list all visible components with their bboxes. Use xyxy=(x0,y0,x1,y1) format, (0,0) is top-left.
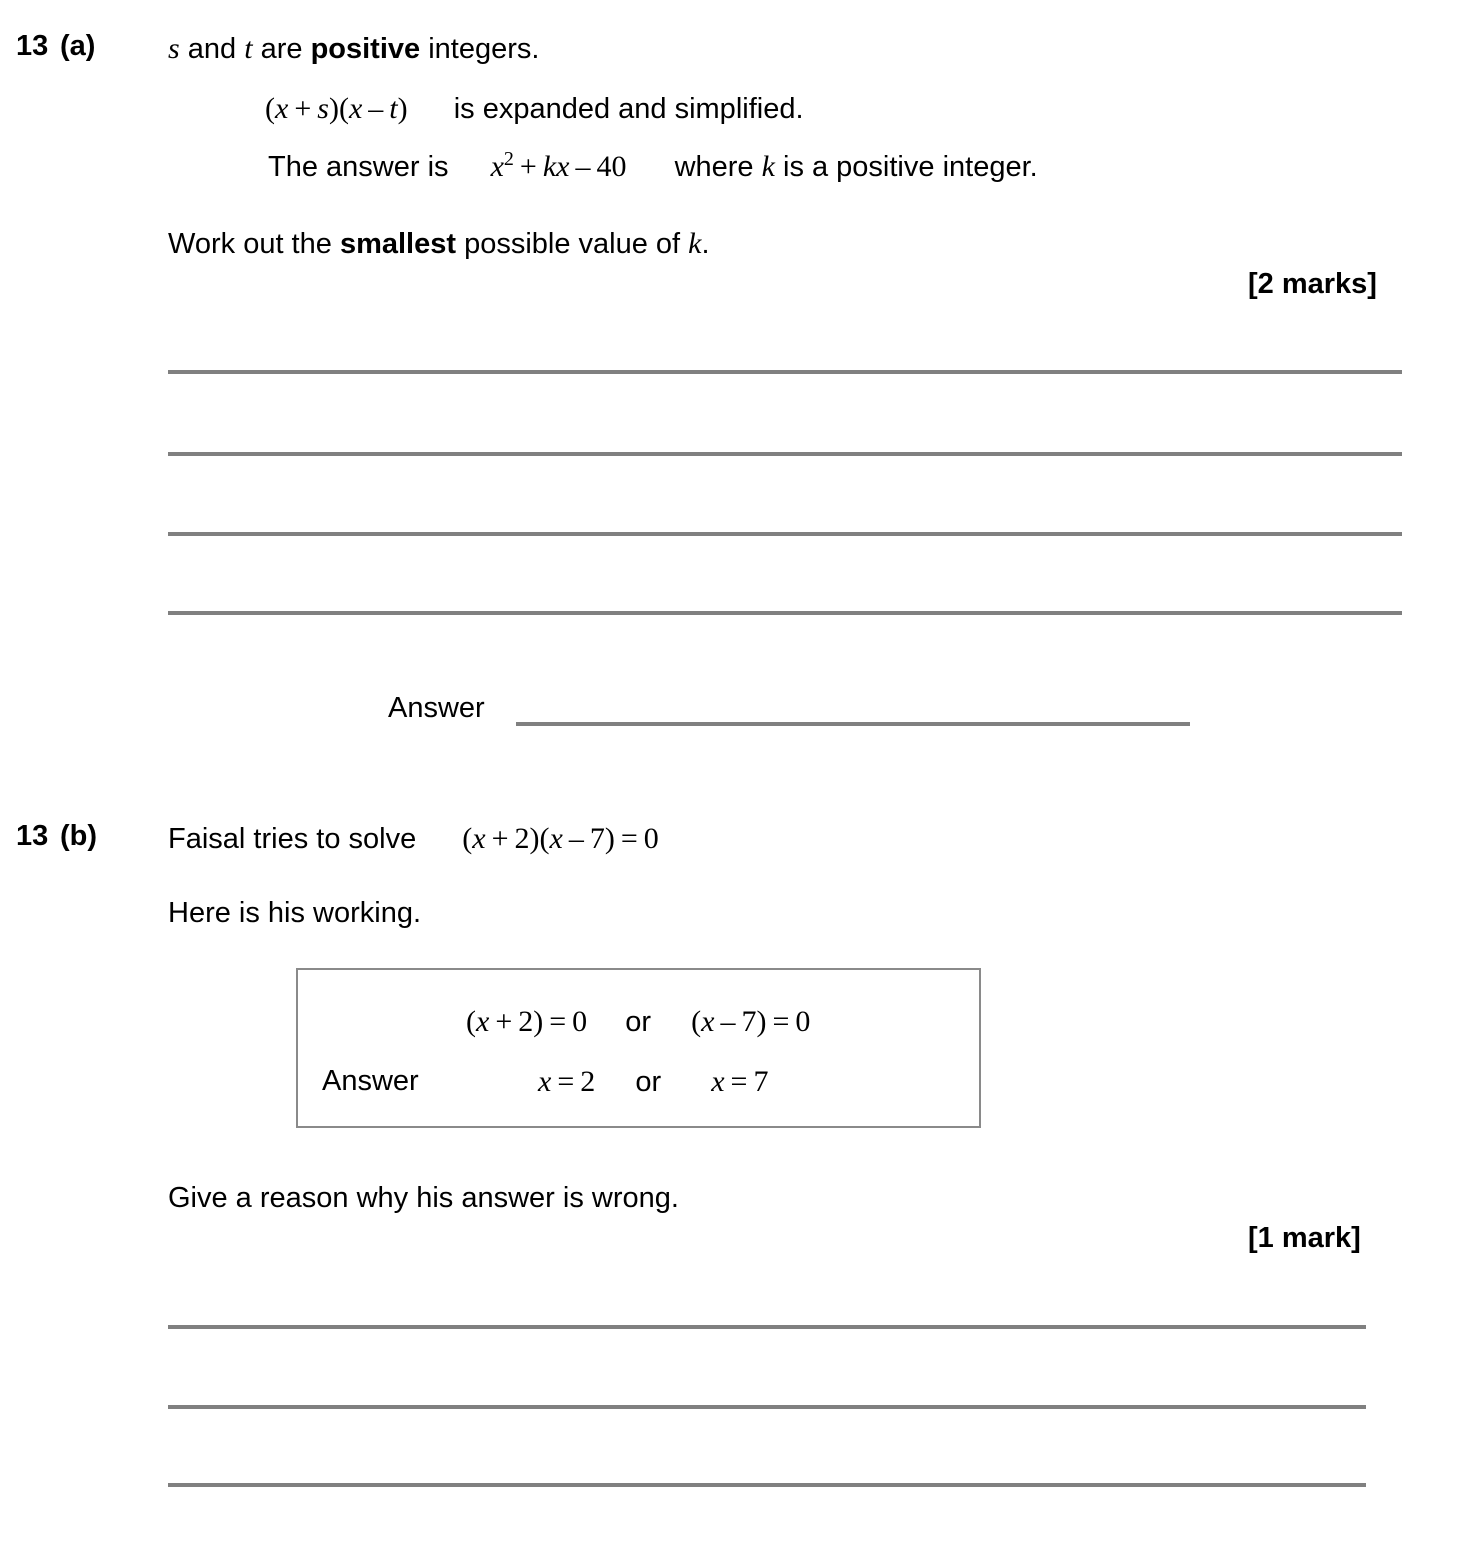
where-text: where xyxy=(674,151,762,183)
question-part-text: (b) xyxy=(60,820,98,852)
answer-rule-line[interactable] xyxy=(168,370,1402,374)
variable-t: t xyxy=(244,32,253,65)
question-13a-expression-line xyxy=(265,90,804,128)
question-number-text: 13 xyxy=(16,820,49,852)
instruction-prefix-text: Work out the xyxy=(168,228,340,260)
the-answer-is-text: The answer is xyxy=(268,151,449,183)
answer-rule-line[interactable] xyxy=(168,532,1402,536)
answer-label-text: Answer xyxy=(388,692,485,724)
here-is-his-working-text: Here is his working. xyxy=(168,897,422,929)
variable-k: k xyxy=(761,150,775,183)
expression-x-plus-s-x-minus-t: (x + s)(x – t) xyxy=(265,92,408,125)
answer-rule-line[interactable] xyxy=(168,1483,1366,1487)
question-13b-statement-line1 xyxy=(168,820,659,858)
positive-integer-text: is a positive integer. xyxy=(774,151,1038,183)
working-left-expression-row1: (x + 2) = 0 xyxy=(466,1005,588,1038)
working-box-answer-label xyxy=(322,1063,419,1099)
working-connector-row2: or xyxy=(635,1066,662,1098)
instruction-period: . xyxy=(701,228,710,260)
answer-rule-line[interactable] xyxy=(168,1405,1366,1409)
faisal-tries-text: Faisal tries to solve xyxy=(168,823,417,855)
working-right-expression-row2: x = 7 xyxy=(711,1065,769,1098)
answer-rule-line[interactable] xyxy=(168,452,1402,456)
marks-text: [1 mark] xyxy=(1248,1222,1361,1254)
instruction-middle-text: possible value of xyxy=(456,228,689,260)
statement-bold-positive: positive xyxy=(310,33,421,65)
expression-x-squared-plus-kx-minus-40: $x^2$ + kx – 40 xyxy=(490,148,627,183)
working-connector-row1: or xyxy=(625,1006,652,1038)
question-13b-part-label xyxy=(60,820,97,853)
working-left-expression-row2: x = 2 xyxy=(538,1065,596,1098)
question-number-text: 13 xyxy=(16,30,49,62)
question-13b-number xyxy=(16,820,48,853)
answer-rule-line[interactable] xyxy=(168,1325,1366,1329)
working-box-row2 xyxy=(538,1063,768,1101)
question-13b-marks xyxy=(1248,1222,1361,1255)
variable-s: s xyxy=(168,32,180,65)
question-13a-marks xyxy=(1248,268,1377,301)
question-13a-number xyxy=(16,30,48,63)
question-13a-answer-form-line xyxy=(268,148,1038,186)
working-box-row1 xyxy=(466,1003,810,1041)
equation-x-plus-2-x-minus-7-equals-0: (x + 2)(x – 7) = 0 xyxy=(462,822,659,855)
question-13a-part-label xyxy=(60,30,95,63)
expanded-simplified-text: is expanded and simplified. xyxy=(453,93,804,125)
instruction-bold-smallest: smallest xyxy=(339,228,457,260)
question-13b-statement-line2 xyxy=(168,895,421,931)
variable-k-instruction: k xyxy=(688,227,702,260)
working-answer-label-text: Answer xyxy=(322,1065,419,1097)
statement-mid-text: and xyxy=(179,33,245,65)
answer-entry-rule[interactable] xyxy=(516,722,1190,726)
give-a-reason-text: Give a reason why his answer is wrong. xyxy=(168,1182,679,1214)
statement-after-text: are xyxy=(252,33,311,65)
answer-rule-line[interactable] xyxy=(168,611,1402,615)
question-13a-answer-label xyxy=(388,690,485,726)
question-13b-instruction xyxy=(168,1180,679,1216)
question-13a-instruction xyxy=(168,225,710,263)
question-part-text: (a) xyxy=(60,30,96,62)
working-right-expression-row1: (x – 7) = 0 xyxy=(691,1005,811,1038)
marks-text: [2 marks] xyxy=(1248,268,1377,300)
working-box xyxy=(296,968,981,1128)
statement-tail-text: integers. xyxy=(420,33,540,65)
question-13a-statement-line1 xyxy=(168,30,539,68)
